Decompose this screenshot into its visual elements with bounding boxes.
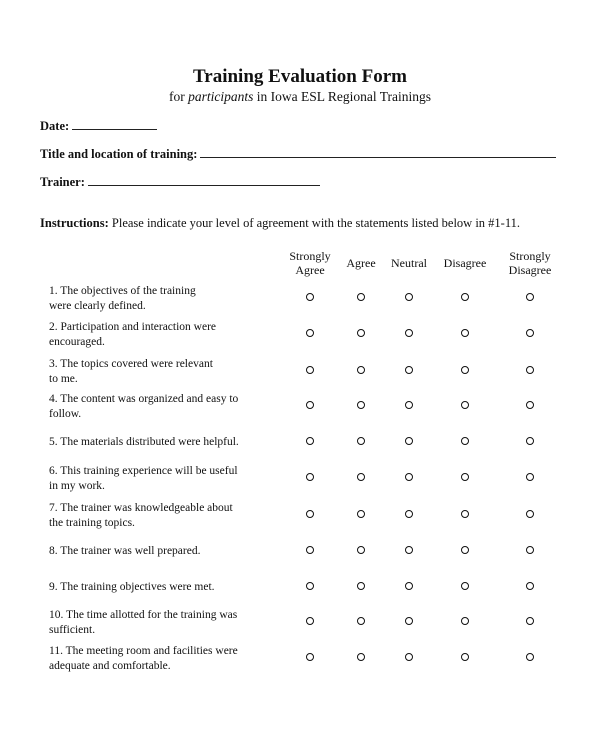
instructions-text: Please indicate your level of agreement with the statements listed below in #1-11. bbox=[108, 216, 520, 230]
statement-line1: 3. The topics covered were relevant bbox=[49, 358, 213, 370]
rating-radio-8-2[interactable] bbox=[405, 546, 413, 554]
rating-radio-9-2[interactable] bbox=[405, 582, 413, 590]
rating-radio-5-0[interactable] bbox=[306, 437, 314, 445]
statement-text bbox=[49, 320, 284, 349]
scale-option-line2: Disagree bbox=[508, 263, 552, 277]
rating-radio-10-2[interactable] bbox=[405, 617, 413, 625]
rating-radio-11-1[interactable] bbox=[357, 653, 365, 661]
rating-radio-3-3[interactable] bbox=[461, 366, 469, 374]
rating-radio-3-4[interactable] bbox=[526, 366, 534, 374]
rating-radio-11-2[interactable] bbox=[405, 653, 413, 661]
statement-line1: 9. The training objectives were met. bbox=[49, 581, 215, 593]
scale-option-1 bbox=[341, 256, 381, 270]
scale-option-line1: Agree bbox=[346, 256, 376, 270]
statement-line1: 7. The trainer was knowledgeable about bbox=[49, 502, 233, 514]
statement-text bbox=[49, 284, 284, 313]
rating-radio-9-1[interactable] bbox=[357, 582, 365, 590]
rating-radio-6-3[interactable] bbox=[461, 473, 469, 481]
statement-line1: 1. The objectives of the training bbox=[49, 285, 196, 297]
rating-radio-11-3[interactable] bbox=[461, 653, 469, 661]
statement-text bbox=[49, 544, 284, 559]
rating-radio-7-2[interactable] bbox=[405, 510, 413, 518]
subtitle-suffix: in Iowa ESL Regional Trainings bbox=[253, 89, 431, 104]
statement-line2: to me. bbox=[49, 372, 78, 385]
rating-radio-2-4[interactable] bbox=[526, 329, 534, 337]
statement-text bbox=[49, 392, 284, 421]
rating-radio-7-3[interactable] bbox=[461, 510, 469, 518]
rating-radio-2-1[interactable] bbox=[357, 329, 365, 337]
title-location-label: Title and location of training: bbox=[40, 147, 198, 161]
statement-text bbox=[49, 464, 284, 493]
statement-text bbox=[49, 580, 284, 595]
subtitle-prefix: for bbox=[168, 89, 189, 104]
rating-radio-1-0[interactable] bbox=[306, 293, 314, 301]
statement-line1: 11. The meeting room and facilities were bbox=[49, 645, 238, 657]
scale-option-line2: Agree bbox=[295, 263, 325, 277]
rating-radio-9-4[interactable] bbox=[526, 582, 534, 590]
rating-radio-10-1[interactable] bbox=[357, 617, 365, 625]
scale-option-2 bbox=[384, 256, 434, 270]
statement-text bbox=[49, 644, 284, 673]
title-location-blank[interactable] bbox=[200, 147, 556, 158]
scale-option-line1: Strongly bbox=[509, 249, 551, 263]
date-blank[interactable] bbox=[72, 119, 157, 130]
statement-text bbox=[49, 435, 284, 450]
statement-line1: 6. This training experience will be useful bbox=[49, 465, 238, 477]
rating-radio-3-2[interactable] bbox=[405, 366, 413, 374]
rating-radio-1-3[interactable] bbox=[461, 293, 469, 301]
trainer-field bbox=[40, 175, 320, 190]
rating-radio-2-2[interactable] bbox=[405, 329, 413, 337]
trainer-label: Trainer: bbox=[40, 175, 85, 189]
rating-radio-10-3[interactable] bbox=[461, 617, 469, 625]
statement-line2: follow. bbox=[49, 407, 82, 420]
date-label: Date: bbox=[40, 119, 70, 133]
rating-radio-1-2[interactable] bbox=[405, 293, 413, 301]
trainer-blank[interactable] bbox=[88, 175, 320, 186]
title-location-field bbox=[40, 147, 556, 162]
rating-radio-1-4[interactable] bbox=[526, 293, 534, 301]
rating-radio-5-4[interactable] bbox=[526, 437, 534, 445]
rating-radio-5-1[interactable] bbox=[357, 437, 365, 445]
rating-radio-1-1[interactable] bbox=[357, 293, 365, 301]
rating-radio-7-0[interactable] bbox=[306, 510, 314, 518]
statement-line2: in my work. bbox=[49, 479, 105, 492]
statement-line1: 4. The content was organized and easy to bbox=[49, 393, 239, 405]
statement-text bbox=[49, 357, 284, 386]
rating-radio-6-2[interactable] bbox=[405, 473, 413, 481]
instructions-label: Instructions: bbox=[40, 216, 109, 230]
rating-radio-5-2[interactable] bbox=[405, 437, 413, 445]
rating-radio-2-3[interactable] bbox=[461, 329, 469, 337]
rating-radio-7-1[interactable] bbox=[357, 510, 365, 518]
statement-line2: the training topics. bbox=[49, 516, 135, 529]
date-field bbox=[40, 119, 157, 134]
rating-radio-4-0[interactable] bbox=[306, 401, 314, 409]
statement-line2: adequate and comfortable. bbox=[49, 659, 171, 672]
rating-radio-8-0[interactable] bbox=[306, 546, 314, 554]
statement-text bbox=[49, 608, 284, 637]
form-subtitle bbox=[0, 89, 600, 105]
rating-radio-8-4[interactable] bbox=[526, 546, 534, 554]
statement-text bbox=[49, 501, 284, 530]
rating-radio-5-3[interactable] bbox=[461, 437, 469, 445]
rating-radio-8-3[interactable] bbox=[461, 546, 469, 554]
rating-radio-2-0[interactable] bbox=[306, 329, 314, 337]
form-title: Training Evaluation Form bbox=[193, 66, 407, 87]
scale-option-3 bbox=[437, 256, 493, 270]
rating-radio-3-1[interactable] bbox=[357, 366, 365, 374]
rating-radio-9-0[interactable] bbox=[306, 582, 314, 590]
rating-radio-6-4[interactable] bbox=[526, 473, 534, 481]
rating-radio-11-0[interactable] bbox=[306, 653, 314, 661]
rating-radio-10-0[interactable] bbox=[306, 617, 314, 625]
subtitle-italic: participants bbox=[188, 89, 254, 104]
rating-radio-7-4[interactable] bbox=[526, 510, 534, 518]
scale-option-line1: Disagree bbox=[443, 256, 487, 270]
rating-radio-3-0[interactable] bbox=[306, 366, 314, 374]
instructions bbox=[40, 216, 520, 231]
rating-radio-4-1[interactable] bbox=[357, 401, 365, 409]
statement-line1: 5. The materials distributed were helpful. bbox=[49, 436, 239, 448]
scale-option-line1: Strongly bbox=[289, 249, 331, 263]
statement-line1: 8. The trainer was well prepared. bbox=[49, 545, 201, 557]
rating-radio-4-3[interactable] bbox=[461, 401, 469, 409]
rating-radio-6-0[interactable] bbox=[306, 473, 314, 481]
scale-option-0 bbox=[280, 249, 340, 277]
rating-radio-10-4[interactable] bbox=[526, 617, 534, 625]
scale-option-4 bbox=[500, 249, 560, 277]
statement-line1: 10. The time allotted for the training was bbox=[49, 609, 238, 621]
statement-line2: were clearly defined. bbox=[49, 299, 146, 312]
rating-radio-8-1[interactable] bbox=[357, 546, 365, 554]
rating-radio-4-2[interactable] bbox=[405, 401, 413, 409]
statement-line2: encouraged. bbox=[49, 335, 105, 348]
statement-line2: sufficient. bbox=[49, 623, 96, 636]
rating-radio-4-4[interactable] bbox=[526, 401, 534, 409]
statement-line1: 2. Participation and interaction were bbox=[49, 321, 217, 333]
scale-option-line1: Neutral bbox=[391, 256, 427, 270]
rating-radio-9-3[interactable] bbox=[461, 582, 469, 590]
rating-radio-11-4[interactable] bbox=[526, 653, 534, 661]
rating-radio-6-1[interactable] bbox=[357, 473, 365, 481]
